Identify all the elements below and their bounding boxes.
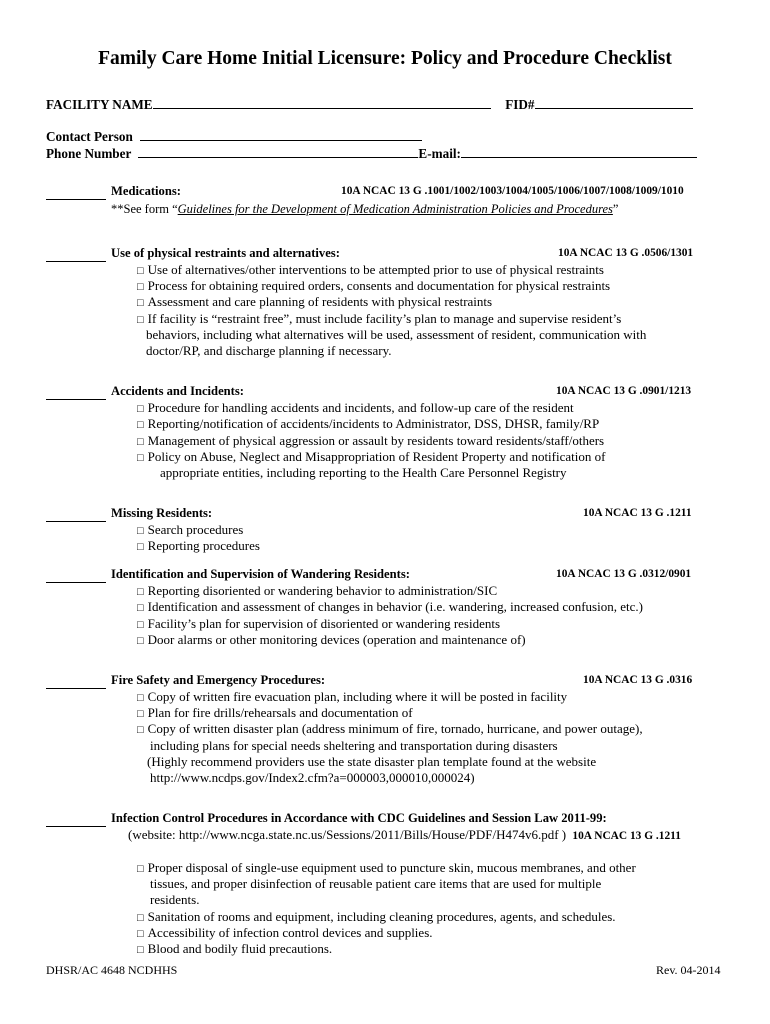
section-title: Use of physical restraints and alternatives: — [111, 246, 340, 260]
checkbox-icon[interactable]: □ — [137, 602, 144, 614]
page-title: Family Care Home Initial Licensure: Policy and Procedure Checklist — [98, 48, 672, 69]
rule-citation: 10A NCAC 13 G .1211 — [583, 507, 692, 519]
section-title: Fire Safety and Emergency Procedures: — [111, 673, 326, 687]
checklist-item: □ Search procedures — [137, 522, 244, 537]
checklist-item-continued: tissues, and proper disinfection of reusable patient care items that are used for multiple — [150, 876, 602, 891]
medication-guidelines-note — [111, 201, 618, 217]
section-title: Infection Control Procedures in Accordance with CDC Guidelines and Session Law 2011-99: — [111, 811, 607, 825]
phone-email-row — [46, 145, 697, 162]
checklist-item: □ If facility is “restraint free”, must include facility’s plan to manage and supervise resident’s — [137, 311, 622, 326]
checklist-item: □ Procedure for handling accidents and incidents, and follow-up care of the resident — [137, 400, 574, 415]
checklist-item: □ Assessment and care planning of residents with physical restraints — [137, 294, 493, 309]
rule-citation: 10A NCAC 13 G .0901/1213 — [556, 385, 692, 397]
note-prefix: **See form “ — [111, 202, 178, 216]
section-title: Medications: — [111, 184, 181, 198]
rule-citation: 10A NCAC 13 G .1211 — [572, 830, 681, 842]
checklist-item: □ Proper disposal of single-use equipment used to puncture skin, mucous membranes, and other — [137, 860, 636, 875]
checklist-item: □ Identification and assessment of changes in behavior (i.e. wandering, increased confusion, etc.) — [137, 599, 643, 614]
checkbox-icon[interactable]: □ — [137, 928, 144, 940]
checkbox-icon[interactable]: □ — [137, 541, 144, 553]
checkbox-icon[interactable]: □ — [137, 619, 144, 631]
checklist-item: □ Policy on Abuse, Neglect and Misappropriation of Resident Property and notification of — [137, 449, 606, 464]
checklist-item: □ Plan for fire drills/rehearsals and documentation of — [137, 705, 413, 720]
checkbox-icon[interactable]: □ — [137, 586, 144, 598]
section-check-blank[interactable] — [46, 249, 106, 262]
facility-name-field[interactable] — [153, 96, 491, 109]
contact-person-field[interactable] — [140, 128, 422, 141]
revision-date: Rev. 04-2014 — [656, 963, 721, 977]
section-check-blank[interactable] — [46, 187, 106, 200]
facility-name-label: FACILITY NAME — [46, 97, 153, 112]
rule-citation: 10A NCAC 13 G .0316 — [583, 674, 693, 686]
contact-person-label: Contact Person — [46, 129, 133, 144]
checklist-item: □ Use of alternatives/other interventions to be attempted prior to use of physical restraints — [137, 262, 604, 277]
section-check-blank[interactable] — [46, 509, 106, 522]
section-check-blank[interactable] — [46, 570, 106, 583]
infection-control-website — [128, 827, 681, 844]
email-label: E-mail: — [418, 146, 461, 161]
checklist-item-continued: behaviors, including what alternatives will be used, assessment of resident, communication with — [146, 327, 647, 342]
rule-citation: 10A NCAC 13 G .0312/0901 — [556, 568, 692, 580]
checklist-item-continued: doctor/RP, and discharge planning if necessary. — [146, 343, 392, 358]
section-title: Identification and Supervision of Wandering Residents: — [111, 567, 410, 581]
checklist-item: □ Reporting disoriented or wandering behavior to administration/SIC — [137, 583, 498, 598]
checkbox-icon[interactable]: □ — [137, 436, 144, 448]
form-number: DHSR/AC 4648 NCDHHS — [46, 963, 178, 977]
section-check-blank[interactable] — [46, 676, 106, 689]
phone-number-label: Phone Number — [46, 146, 132, 161]
note-suffix: ” — [612, 202, 619, 216]
guidelines-form-link[interactable]: Guidelines for the Development of Medication Administration Policies and Procedures — [177, 202, 613, 216]
checklist-item: □ Management of physical aggression or assault by residents toward residents/staff/others — [137, 433, 605, 448]
checkbox-icon[interactable]: □ — [137, 635, 144, 647]
fid-label: FID# — [505, 97, 535, 112]
checkbox-icon[interactable]: □ — [137, 692, 144, 704]
checkbox-icon[interactable]: □ — [137, 708, 144, 720]
section-title: Missing Residents: — [111, 506, 213, 520]
checklist-item: □ Door alarms or other monitoring devices (operation and maintenance of) — [137, 632, 526, 647]
checklist-item: □ Sanitation of rooms and equipment, including cleaning procedures, agents, and schedules. — [137, 909, 616, 924]
checklist-item-continued: (Highly recommend providers use the state disaster plan template found at the website — [147, 754, 597, 769]
fid-field[interactable] — [535, 96, 693, 109]
checklist-item: □ Reporting/notification of accidents/incidents to Administrator, DSS, DHSR, family/RP — [137, 416, 600, 431]
checkbox-icon[interactable]: □ — [137, 944, 144, 956]
section-check-blank[interactable] — [46, 814, 106, 827]
section-title: Accidents and Incidents: — [111, 384, 244, 398]
checklist-item: □ Process for obtaining required orders, consents and documentation for physical restraints — [137, 278, 611, 293]
checkbox-icon[interactable]: □ — [137, 863, 144, 875]
checklist-item-continued: including plans for special needs sheltering and transportation during disasters — [150, 738, 558, 753]
disaster-plan-url: http://www.ncdps.gov/Index2.cfm?a=000003,000010,000024) — [150, 770, 475, 785]
checklist-item: □ Copy of written fire evacuation plan, including where it will be posted in facility — [137, 689, 568, 704]
checklist-item: □ Reporting procedures — [137, 538, 260, 553]
checkbox-icon[interactable]: □ — [137, 912, 144, 924]
checkbox-icon[interactable]: □ — [137, 724, 144, 736]
checklist-item: □ Facility’s plan for supervision of disoriented or wandering residents — [137, 616, 501, 631]
email-field[interactable] — [461, 145, 697, 158]
checkbox-icon[interactable]: □ — [137, 281, 144, 293]
facility-name-row — [46, 96, 693, 113]
checkbox-icon[interactable]: □ — [137, 419, 144, 431]
rule-citation: 10A NCAC 13 G .0506/1301 — [558, 247, 694, 259]
checklist-item: □ Accessibility of infection control devices and supplies. — [137, 925, 433, 940]
section-check-blank[interactable] — [46, 387, 106, 400]
checkbox-icon[interactable]: □ — [137, 297, 144, 309]
checkbox-icon[interactable]: □ — [137, 452, 144, 464]
checklist-item-continued: appropriate entities, including reporting to the Health Care Personnel Registry — [160, 465, 567, 480]
checkbox-icon[interactable]: □ — [137, 314, 144, 326]
rule-citation: 10A NCAC 13 G .1001/1002/1003/1004/1005/1006/1007/1008/1009/1010 — [341, 185, 684, 197]
checklist-item-continued: residents. — [150, 892, 200, 907]
phone-number-field[interactable] — [138, 145, 418, 158]
checkbox-icon[interactable]: □ — [137, 525, 144, 537]
checklist-item: □ Blood and bodily fluid precautions. — [137, 941, 333, 956]
website-url: (website: http://www.ncga.state.nc.us/Sessions/2011/Bills/House/PDF/H474v6.pdf ) — [128, 827, 567, 842]
contact-person-row — [46, 128, 422, 145]
checklist-item: □ Copy of written disaster plan (address minimum of fire, tornado, hurricane, and power outage), — [137, 721, 643, 736]
checkbox-icon[interactable]: □ — [137, 403, 144, 415]
checkbox-icon[interactable]: □ — [137, 265, 144, 277]
